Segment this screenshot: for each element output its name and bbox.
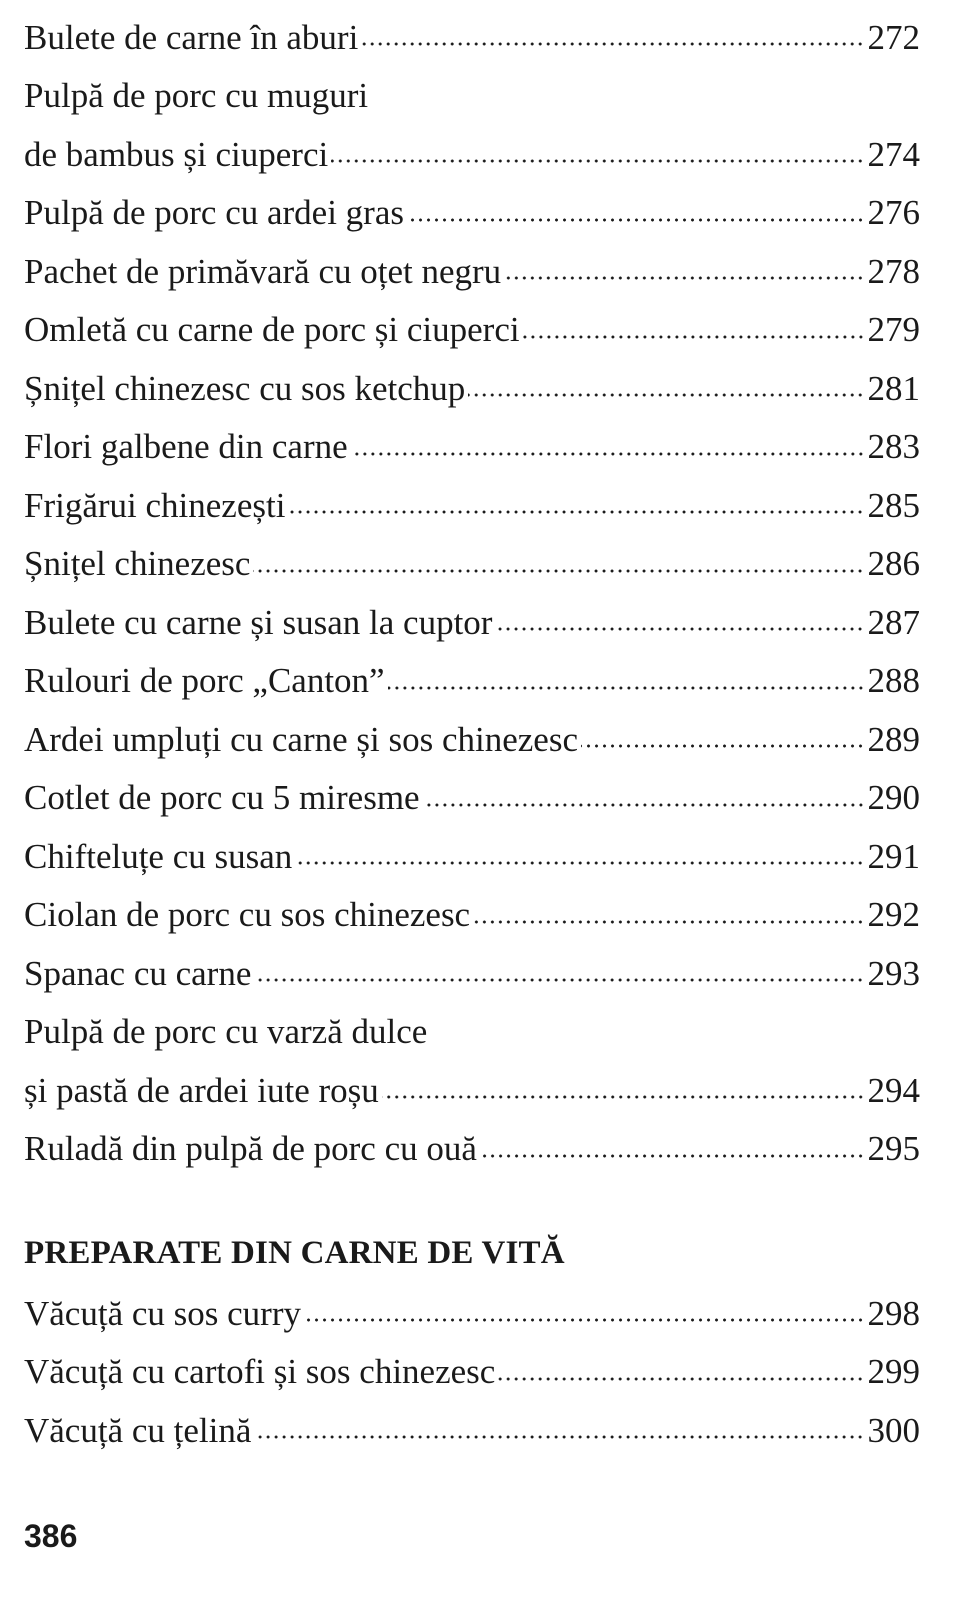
toc-entry xyxy=(24,1003,920,1062)
dot-leader xyxy=(468,392,864,398)
toc-entry xyxy=(24,1401,920,1460)
toc-entry-page: 285 xyxy=(867,485,920,525)
toc-entry-page: 298 xyxy=(867,1293,920,1333)
toc-entry-title: Pachet de primăvară cu oțet negru xyxy=(24,251,502,291)
dot-leader xyxy=(361,41,864,47)
toc-entry xyxy=(24,301,920,360)
dot-leader xyxy=(331,158,864,164)
dot-leader xyxy=(480,1153,865,1159)
toc-entry-page: 293 xyxy=(867,953,920,993)
toc-entry xyxy=(24,1284,920,1343)
dot-leader xyxy=(253,568,864,574)
toc-entry-title: și pastă de ardei iute roșu xyxy=(24,1070,379,1110)
toc-entry xyxy=(24,184,920,243)
toc-entry-page: 283 xyxy=(867,427,920,467)
toc-entry xyxy=(24,67,920,126)
toc-entry-page: 294 xyxy=(867,1070,920,1110)
toc-entry-page: 291 xyxy=(867,836,920,876)
toc-entry xyxy=(24,535,920,594)
toc-entry-title: Omletă cu carne de porc și ciuperci xyxy=(24,310,520,350)
toc-entry-page: 272 xyxy=(867,17,920,57)
toc-entry-page: 287 xyxy=(867,602,920,642)
dot-leader xyxy=(351,451,865,457)
toc-entry-page: 299 xyxy=(867,1352,920,1392)
toc-entry-page: 279 xyxy=(867,310,920,350)
toc-entry-page: 274 xyxy=(867,134,920,174)
toc-entry-title: Rulouri de porc „Canton” xyxy=(24,661,385,701)
toc-entry-page: 281 xyxy=(867,368,920,408)
toc-entry-title: Văcuță cu sos curry xyxy=(24,1293,301,1333)
section-spacer xyxy=(24,1178,920,1222)
toc-entry xyxy=(24,944,920,1003)
toc-entry-page: 290 xyxy=(867,778,920,818)
toc-entry-title: Șnițel chinezesc cu sos ketchup xyxy=(24,368,466,408)
toc-entry-title: Bulete cu carne și susan la cuptor xyxy=(24,602,493,642)
dot-leader xyxy=(495,626,864,632)
page-number: 386 xyxy=(24,1518,78,1554)
toc-entry-title: Frigărui chinezești xyxy=(24,485,286,525)
dot-leader xyxy=(295,860,864,866)
toc-entry-page: 292 xyxy=(867,895,920,935)
toc-entry xyxy=(24,1120,920,1179)
dot-leader xyxy=(288,509,864,515)
dot-leader xyxy=(423,802,865,808)
toc-entry-page: 276 xyxy=(867,193,920,233)
toc-entry xyxy=(24,769,920,828)
dot-leader xyxy=(304,1317,865,1323)
toc-entry-title: Bulete de carne în aburi xyxy=(24,17,359,57)
toc-entry-page: 300 xyxy=(867,1410,920,1450)
toc-entry xyxy=(24,710,920,769)
toc-entry-page: 295 xyxy=(867,1129,920,1169)
toc-entry xyxy=(24,359,920,418)
toc-entry-title: Văcuță cu țelină xyxy=(24,1410,252,1450)
toc-entry xyxy=(24,418,920,477)
dot-leader xyxy=(382,1094,865,1100)
toc-entry xyxy=(24,476,920,535)
dot-leader xyxy=(388,685,865,691)
toc-entry xyxy=(24,8,920,67)
toc-entry xyxy=(24,593,920,652)
toc-entry xyxy=(24,886,920,945)
dot-leader xyxy=(581,743,865,749)
toc-entry xyxy=(24,652,920,711)
dot-leader xyxy=(407,217,865,223)
dot-leader xyxy=(254,977,864,983)
toc-entry-title: Șnițel chinezesc xyxy=(24,544,251,584)
toc-entry-page: 278 xyxy=(867,251,920,291)
toc-entry-page: 289 xyxy=(867,719,920,759)
toc-entry-title: Chifteluțe cu susan xyxy=(24,836,293,876)
dot-leader xyxy=(523,334,865,340)
section-heading: PREPARATE DIN CARNE DE VITĂ xyxy=(24,1234,565,1271)
toc-entry-title: Flori galbene din carne xyxy=(24,427,348,467)
toc-entry xyxy=(24,242,920,301)
dot-leader xyxy=(498,1376,864,1382)
toc-entry-title: Pulpă de porc cu muguri xyxy=(24,76,369,116)
toc-entry-title: Ciolan de porc cu sos chinezesc xyxy=(24,895,471,935)
toc-entry xyxy=(24,1061,920,1120)
dot-leader xyxy=(473,919,864,925)
toc-entry-title: Ardei umpluți cu carne și sos chinezesc xyxy=(24,719,578,759)
toc-entry-page: 288 xyxy=(867,661,920,701)
toc-entry-title: Ruladă din pulpă de porc cu ouă xyxy=(24,1129,477,1169)
table-of-contents xyxy=(24,8,920,1460)
toc-entry xyxy=(24,125,920,184)
toc-entry-title: Pulpă de porc cu ardei gras xyxy=(24,193,404,233)
toc-entry-page: 286 xyxy=(867,544,920,584)
toc-entry-title: Pulpă de porc cu varză dulce xyxy=(24,1012,428,1052)
toc-entry-title: Spanac cu carne xyxy=(24,953,252,993)
toc-entry-title: de bambus și ciuperci xyxy=(24,134,329,174)
toc-entry xyxy=(24,1343,920,1402)
toc-entry-title: Văcuță cu cartofi și sos chinezesc xyxy=(24,1352,496,1392)
toc-entry xyxy=(24,827,920,886)
dot-leader xyxy=(504,275,864,281)
toc-entry-title: Cotlet de porc cu 5 miresme xyxy=(24,778,420,818)
dot-leader xyxy=(254,1434,864,1440)
